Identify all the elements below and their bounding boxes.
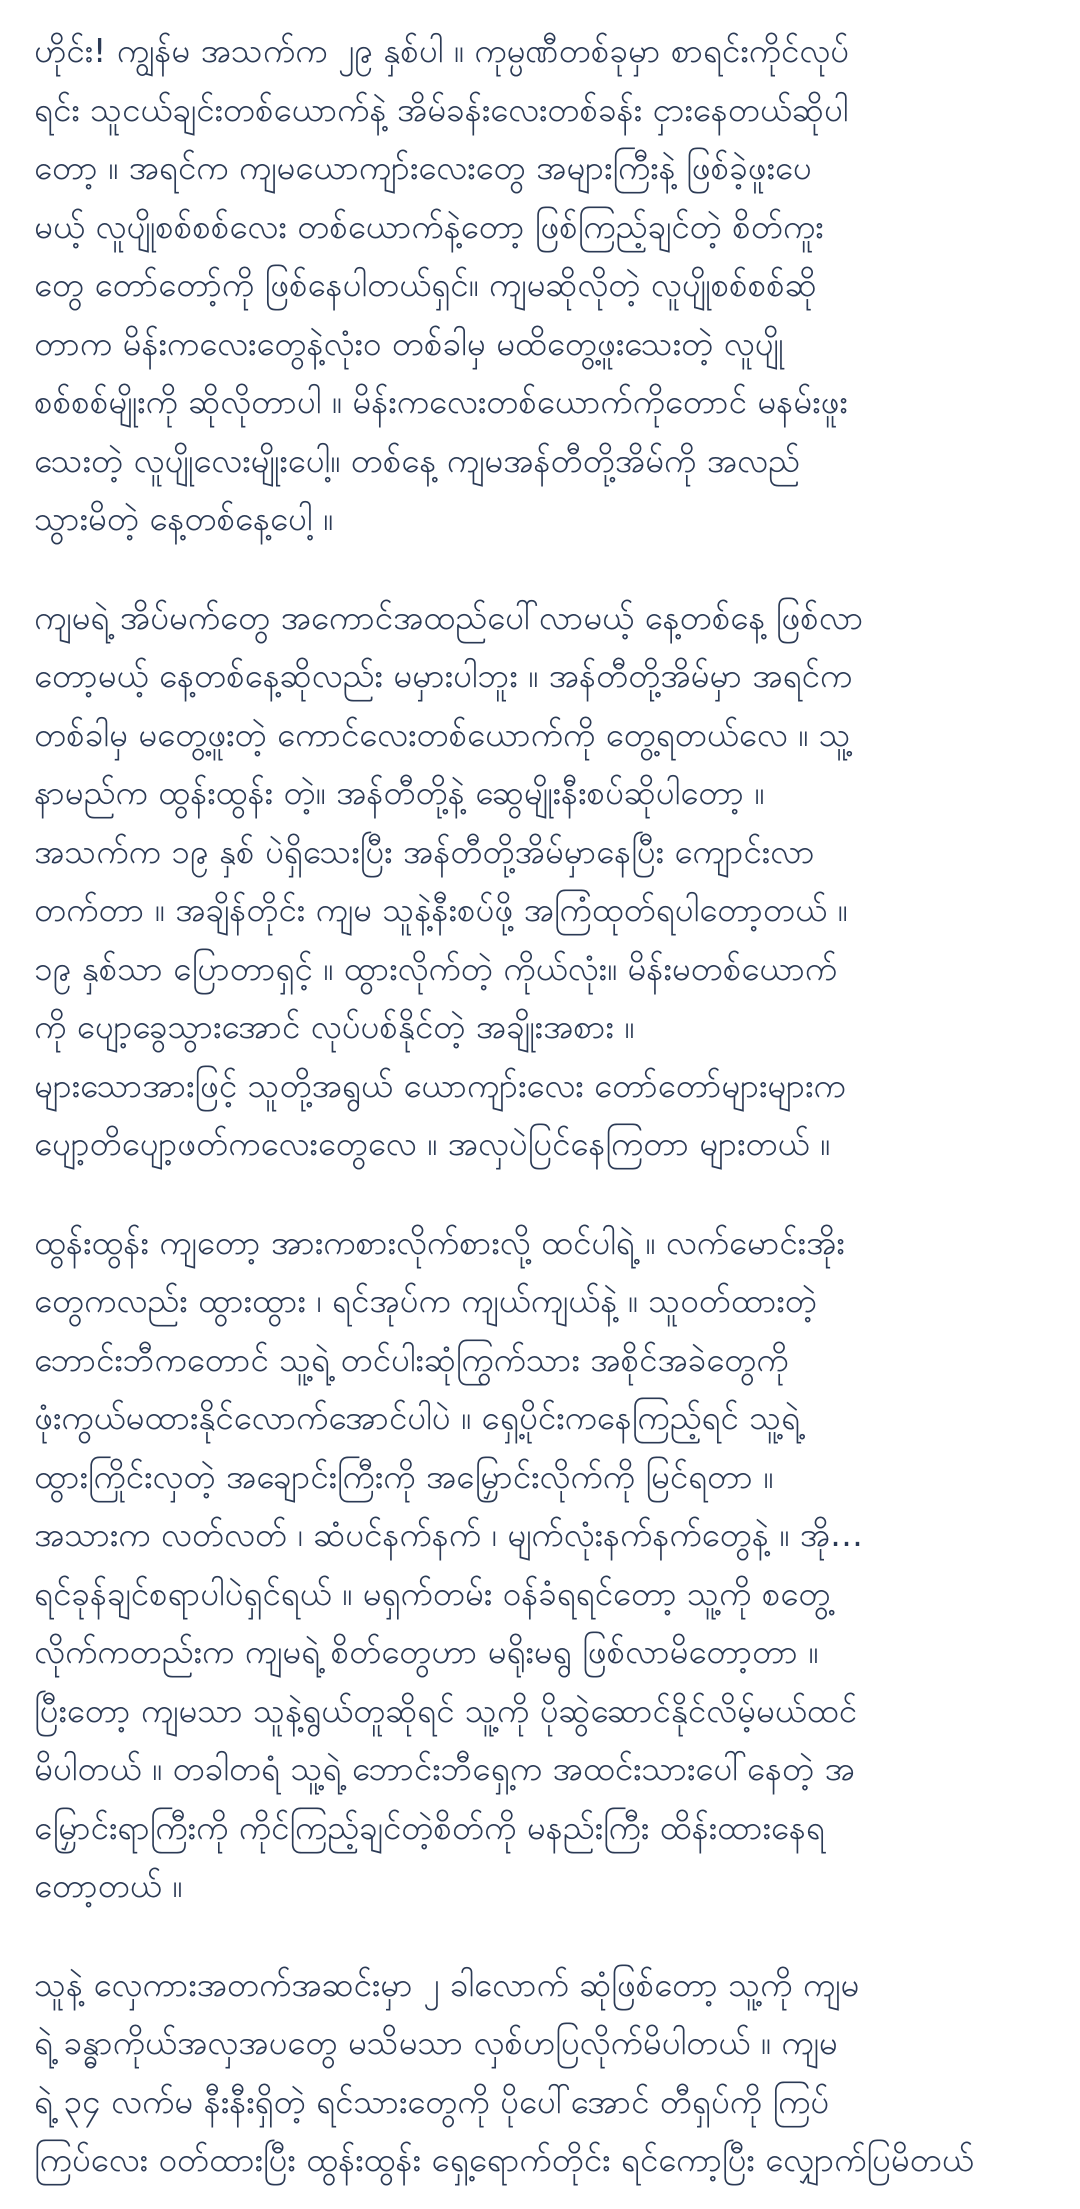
- article-body: [34, 22, 1046, 2209]
- paragraph-2: ကျမရဲ့ အိပ်မက်တွေ အကောင်အထည်ပေါ်လာမယ့် နေ့တစ်နေ့ ဖြစ်လာ တော့မယ့် နေ့တစ်နေ့ဆိုလည်း မမှားပါဘူး ။ အန်တီတို့အိမ်မှာ အရင်က တစ်ခါမှ မတွေ့ဖူးတဲ့ ကောင်လေးတစ်ယောက်ကို တွေ့ရတယ်လေ ။ သူ့ နာမည်က ထွန်းထွန်း တဲ့။ အန်တီတို့နဲ့ ဆွေမျိုးနီးစပ်ဆိုပါတော့ ။ အသက်က ၁၉ နှစ် ပဲရှိသေးပြီး အန်တီတို့အိမ်မှာနေပြီး ကျောင်းလာ တက်တာ ။ အချိန်တိုင်း ကျမ သူနဲ့နီးစပ်ဖို့ အကြံထုတ်ရပါတော့တယ် ။ ၁၉ နှစ်သာ ပြောတာရှင့် ။ ထွားလိုက်တဲ့ ကိုယ်လုံး။ မိန်းမတစ်ယောက် ကို ပျော့ခွေသွားအောင် လုပ်ပစ်နိုင်တဲ့ အချိုးအစား ။ များသောအားဖြင့် သူတို့အရွယ် ယောကျာ်းလေး တော်တော်များများက ပျော့တိပျော့ဖတ်ကလေးတွေလေ ။ အလှပဲပြင်နေကြတာ များတယ် ။: [34, 597, 864, 1163]
- paragraph-1: ဟိုင်း! ကျွန်မ အသက်က ၂၉ နှစ်ပါ ။ ကုမ္ပဏီတစ်ခုမှာ စာရင်းကိုင်လုပ် ရင်း သူငယ်ချင်းတစ်ယောက်နဲ့ အိမ်ခန်းလေးတစ်ခန်း ငှားနေတယ်ဆိုပါ တော့ ။ အရင်က ကျမယောကျာ်းလေးတွေ အများကြီးနဲ့ ဖြစ်ခဲ့ဖူးပေ မယ့် လူပျိုစစ်စစ်လေး တစ်ယောက်နဲ့တော့ ဖြစ်ကြည့်ချင်တဲ့ စိတ်ကူး တွေ တော်တော့်ကို ဖြစ်နေပါတယ်ရှင်။ ကျမဆိုလိုတဲ့ လူပျိုစစ်စစ်ဆို တာက မိန်းကလေးတွေနဲ့လုံးဝ တစ်ခါမှ မထိတွေ့ဖူးသေးတဲ့ လူပျို စစ်စစ်မျိုးကို ဆိုလိုတာပါ ။ မိန်းကလေးတစ်ယောက်ကိုတောင် မနမ်းဖူး သေးတဲ့ လူပျိုလေးမျိုးပေါ့။ တစ်နေ့ ကျမအန်တီတို့အိမ်ကို အလည် သွားမိတဲ့ နေ့တစ်နေ့ပေါ့ ။: [34, 31, 849, 538]
- paragraph-4: သူနဲ့ လှေကားအတက်အဆင်းမှာ ၂ ခါလောက် ဆုံဖြစ်တော့ သူ့ကို ကျမ ရဲ့ ခန္ဓာကိုယ်အလှအပတွေ မသိမသာ လှစ်ဟပြလိုက်မိပါတယ် ။ ကျမ ရဲ့ ၃၄ လက်မ နီးနီးရှိတဲ့ ရင်သားတွေကို ပိုပေါ်အောင် တီရှပ်ကို ကြပ် ကြပ်လေး ဝတ်ထားပြီး ထွန်းထွန်း ရှေ့ရောက်တိုင်း ရင်ကော့ပြီး လျှောက်ပြမိတယ်: [34, 1964, 974, 2179]
- paragraph-3: ထွန်းထွန်း ကျတော့ အားကစားလိုက်စားလို့ ထင်ပါရဲ့ ။ လက်မောင်းအိုး တွေကလည်း ထွားထွား ၊ ရင်အုပ်က ကျယ်ကျယ်နဲ့ ။ သူဝတ်ထားတဲ့ ဘောင်းဘီကတောင် သူ့ရဲ့ တင်ပါးဆုံကြွက်သား အစိုင်အခဲတွေကို ဖုံးကွယ်မထားနိုင်လောက်အောင်ပါပဲ ။ ရှေ့ပိုင်းကနေကြည့်ရင် သူ့ရဲ့ ထွားကြိုင်းလှတဲ့ အချောင်းကြီးကို အမြှောင်းလိုက်ကို မြင်ရတာ ။ အသားက လတ်လတ် ၊ ဆံပင်နက်နက် ၊ မျက်လုံးနက်နက်တွေနဲ့ ။ အို… ရင်ခုန်ချင်စရာပါပဲရှင်ရယ် ။ မရှက်တမ်း ဝန်ခံရရင်တော့ သူ့ကို စတွေ့ လိုက်ကတည်းက ကျမရဲ့ စိတ်တွေဟာ မရိုးမရွ ဖြစ်လာမိတော့တာ ။ ပြီးတော့ ကျမသာ သူနဲ့ရွယ်တူဆိုရင် သူ့ကို ပိုဆွဲဆောင်နိုင်လိမ့်မယ်ထင် မိပါတယ် ။ တခါတရံ သူ့ရဲ့ ဘောင်းဘီရှေ့က အထင်းသားပေါ်နေတဲ့ အ မြှောင်းရာကြီးကို ကိုင်ကြည့်ချင်တဲ့စိတ်ကို မနည်းကြီး ထိန်းထားနေရ တော့တယ် ။: [34, 1222, 864, 1905]
